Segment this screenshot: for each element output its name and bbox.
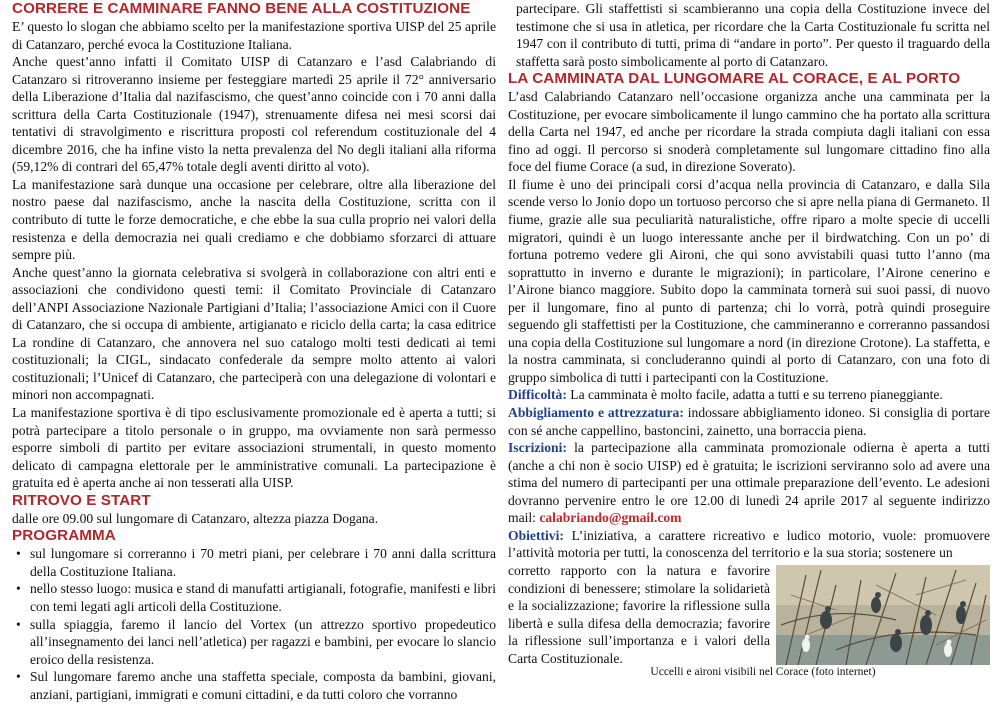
heading-camminata: LA CAMMINATA DAL LUNGOMARE AL CORACE, E AL PORTO bbox=[508, 70, 961, 88]
heron-photo-image bbox=[776, 565, 990, 665]
intro-paragraph: E’ questo lo slogan che abbiamo scelto per la manifestazione sportiva UISP del 25 aprile di Catanzaro, perché evoca la Costituzione Italiana. bbox=[12, 19, 496, 52]
paragraph-objectives bbox=[508, 527, 990, 562]
email-link[interactable]: calabriando@gmail.com bbox=[539, 510, 682, 526]
program-item: • Sul lungomare faremo anche una staffetta speciale, composta da bambini, giovani, anziani, partigiani, immigrati e comuni cittadini, e da tutti coloro che vorranno bbox=[30, 668, 496, 703]
left-column bbox=[12, 0, 496, 703]
objectives-text: L’iniziativa, a carattere ricreativo e ludico motorio, vuole: promuovere l’attività motoria per tutti, la conoscenza del territorio e la sua storia; sostenere un bbox=[508, 527, 990, 561]
paragraph-river: Il fiume è uno dei principali corsi d’acqua nella provincia di Catanzaro, e dalla Sila scende verso lo Jonio dopo un tortuoso percorso che si apre nella piana di Germaneto. Il fiume, grazie alle sua peculiarità naturalistiche, offre riparo a molte specie di uccelli migratori, quindi è un luogo interessante anche per il birdwatching. Con un po’ di fortuna potremo vedere gli Aironi, che qui sono avvistabili quasi tutto l’anno (ma soprattutto in inverno e durante le migrazioni); in particolare, l’Airone cenerino e l’Airone bianco maggiore. Subito dopo la camminata tornerà sui suoi passi, di nuovo per il lungomare, fino al punto di partenza; chi lo vorrà, potrà quindi proseguire seguendo gli staffettisti per la Costituzione, che cammineranno e correranno passandosi una copia della Costituzione sul lungomare a nord (in direzione Crotone). La staffetta, e la nostra camminata, si concluderanno quindi al porto di Catanzaro, con una foto di gruppo simbolica di tutti i partecipanti con la Costituzione. bbox=[508, 176, 990, 385]
objectives-label: Obiettivi: bbox=[508, 527, 564, 543]
paragraph-clothing bbox=[508, 404, 990, 439]
registration-text: la partecipazione alla camminata promozionale odierna è aperta a tutti (anche a chi non è socio UISP) ed è gratuita; le iscrizioni serviranno solo ad avere una stima del numero di partecipanti per una ottimale preparazione dell’evento. Le adesioni dovranno pervenire entro le ore 12.00 di lunedì 24 aprile 2017 al seguente indirizzo mail: bbox=[508, 440, 990, 526]
heading-correre: CORRERE E CAMMINARE FANNO BENE ALLA COSTITUZIONE bbox=[12, 0, 471, 17]
paragraph-celebration: La manifestazione sarà dunque una occasione per celebrare, oltre alla liberazione del nostro paese dal nazifascismo, anche la nascita della Costituzione, scritta con il contributo di tutte le forze democratiche, e che ebbe la sua culla proprio nei valori della resistenza e della democrazia nei quali crediamo e che dobbiamo sforzarci di attuare sempre più. bbox=[12, 176, 496, 263]
difficulty-text: La camminata è molto facile, adatta a tutti e su terreno pianeggiante. bbox=[566, 387, 943, 403]
paragraph-relay-continued: partecipare. Gli staffettisti si scambieranno una copia della Costituzione invece del testimone che si usa in atletica, per ricordare che la Carta Costituzionale fu scritta nel 1947 con il contributo di tutti, prima di “andare in porto”. Per questo il traguardo della staffetta sarà posto simbolicamente al porto di Catanzaro. bbox=[516, 1, 990, 69]
paragraph-ritrovo: dalle ore 09.00 sul lungomare di Catanzaro, altezza piazza Dogana. bbox=[12, 510, 379, 526]
program-item: • sul lungomare si correranno i 70 metri piani, per celebrare i 70 anni dalla scrittura della Costituzione Italiana. bbox=[30, 545, 496, 580]
paragraph-difficulty bbox=[508, 386, 990, 404]
paragraph-registration bbox=[508, 439, 990, 527]
program-item: • sulla spiaggia, faremo il lancio del Vortex (un attrezzo sportivo propedeutico all’insegnamento dei lanci nell’atletica) per ragazzi e bambini, per evocare lo slancio eroico della resistenza. bbox=[30, 616, 496, 669]
photo-caption: Uccelli e aironi visibili nel Corace (foto internet) bbox=[650, 666, 876, 678]
clothing-text: indossare abbigliamento idoneo. Si consiglia di portare con sé anche cappellino, bastoncini, zainetto, una borraccia piena. bbox=[508, 405, 990, 438]
difficulty-label: Difficoltà: bbox=[508, 387, 567, 403]
paragraph-collaboration: Anche quest’anno la giornata celebrativa si svolgerà in collaborazione con altri enti e associazioni che condividono questi temi: il Comitato Provinciale di Catanzaro dell’ANPI Associazione Nazionale Partigiani d’Italia; l’associazione Amici con il Cuore di Catanzaro, che si occupa di ambiente, artigianato e riciclo della carta; la casa editrice La rondine di Catanzaro, che annovera nel suo catalogo molti testi dedicati ai temi costituzionali; la CIGL, sindacato confederale da sempre molto attento ai valori costituzionali; l’Unicef di Catanzaro, che parteciperà con una delegazione di volontari e minori non accompagnati. bbox=[12, 264, 496, 403]
program-list bbox=[12, 545, 496, 703]
heron-photo bbox=[776, 565, 990, 665]
paragraph-anniversary: Anche quest’anno infatti il Comitato UISP di Catanzaro e l’asd Calabriando di Catanzaro si ritroveranno insieme per festeggiare martedì 25 aprile il 72° anniversario della Liberazione d’Italia dal nazifascismo, che quest’anno coincide con i 70 anni dalla scrittura della Carta Costituzionale (1947), strenuamente difesa nei mesi scorsi dai tentativi di stravolgimento e riscrittura proposti col referendum costituzionale del 4 dicembre 2016, che ha infine visto la netta prevalenza del No degli italiani alla riforma (59,12% di contrari del 65,47% totale degli aventi diritto al voto). bbox=[12, 54, 496, 175]
heading-ritrovo: RITROVO E START bbox=[12, 491, 151, 509]
registration-label: Iscrizioni: bbox=[508, 440, 567, 456]
clothing-label: Abbigliamento e attrezzatura: bbox=[508, 405, 684, 421]
program-item: • nello stesso luogo: musica e stand di manufatti artigianali, fotografie, manifesti e libri con temi legati agli articoli della Costituzione. bbox=[30, 580, 496, 615]
paragraph-participation: La manifestazione sportiva è di tipo esclusivamente promozionale ed è aperta a tutti; si potrà partecipare a titolo personale o in gruppo, ma ovviamente non sarà permesso esporre simboli di partito per evitare associazioni strumentali, in questo momento delicato di campagna elettorale per le amministrative comunali. La partecipazione è gratuita ed è aperta anche ai non tesserati alla UISP. bbox=[12, 405, 496, 491]
paragraph-camminata: L’asd Calabriando Catanzaro nell’occasione organizza anche una camminata per la Costituzione, per evocare simbolicamente il lungo cammino che ha portato alla scrittura della Carta nel 1947, ed anche per ricordare la strada compiuta dagli italiani con essa fino ad oggi. Il percorso si snoderà completamente sul lungomare cittadino fino alla foce del fiume Corace (a sud, in direzione Soverato). bbox=[508, 89, 990, 175]
heading-programma: PROGRAMMA bbox=[12, 527, 116, 545]
objectives-text-continued: corretto rapporto con la natura e favorire condizioni di benessere; stimolare la solidarietà e la socializzazione; favorire la riflessione sulla libertà e sulla difesa della democrazia; favorire la riflessione sull’importanza e i valori della Carta Costituzionale. bbox=[508, 562, 770, 666]
